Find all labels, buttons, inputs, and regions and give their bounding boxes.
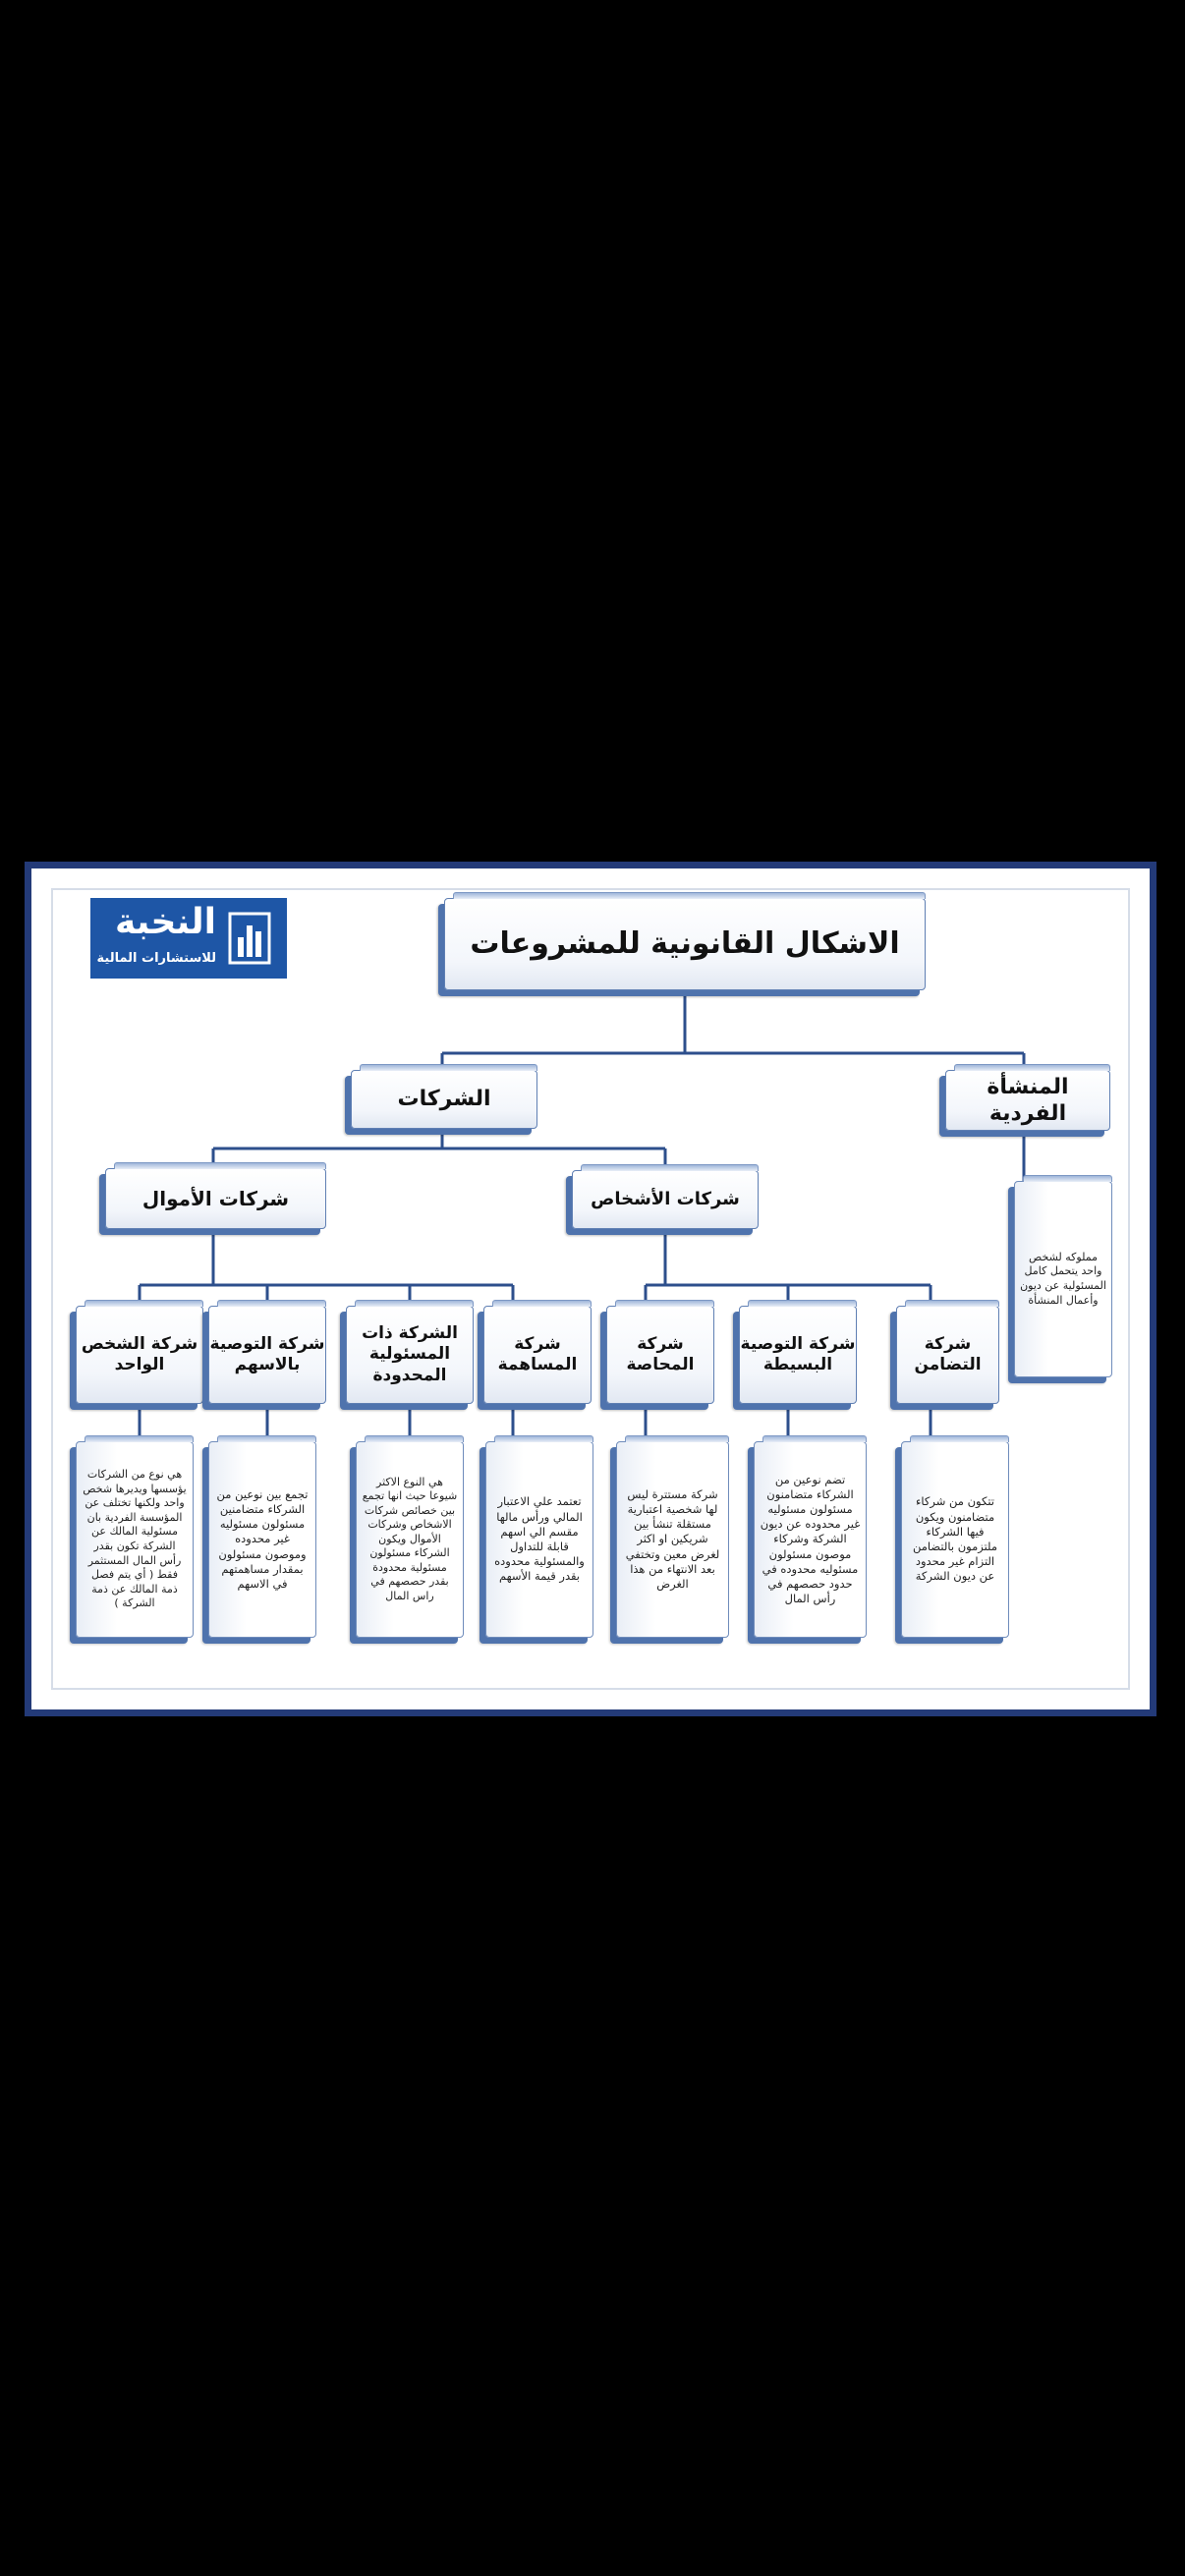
node-companies: الشركات (351, 1070, 537, 1129)
node-capital-companies: شركات الأموال (105, 1168, 326, 1229)
node-joint-venture-company: شركة المحاصة (606, 1306, 714, 1404)
desc-partnership-limited-by-shares: تجمع بين نوعين من الشركاء متضامنين مسئولون مسئوليه غير محدوده وموصون مسئولون بمقدار مساهمتهم في الاسهم (208, 1441, 316, 1638)
node-partnership-limited-by-shares: شركة التوصية بالاسهم (208, 1306, 326, 1404)
logo-mark-icon (228, 912, 271, 965)
desc-joint-venture-company: شركة مستترة ليس لها شخصية اعتبارية مستقلة تنشأ بين شريكين او اكثر لغرض معين وتختفي بعد الانتهاء من هذا الغرض (616, 1441, 729, 1638)
node-sole-proprietorship: المنشأة الفردية (945, 1070, 1110, 1131)
node-single-person-company: شركة الشخص الواحد (76, 1306, 203, 1404)
desc-single-person-company: هي نوع من الشركات يؤسسها ويديرها شخص واحد ولكنها تختلف عن المؤسسة الفردية بان مسئولية المالك عن الشركة تكون بقدر رأس المال المستثمر فقط ( أي يتم فصل ذمة المالك عن ذمة الشركة ) (76, 1441, 194, 1638)
logo-tagline: للاستشارات المالية (96, 951, 216, 966)
logo (90, 898, 287, 979)
node-general-partnership-company: شركة التضامن (896, 1306, 999, 1404)
node-joint-stock-company: شركة المساهمة (483, 1306, 592, 1404)
node-simple-partnership-company: شركة التوصية البسيطة (739, 1306, 857, 1404)
node-persons-companies: شركات الأشخاص (572, 1170, 759, 1229)
desc-general-partnership-company: تتكون من شركاء متضامنون ويكون فيها الشركاء ملتزمون بالتضامن التزام غير محدود عن ديون الشركة (901, 1441, 1009, 1638)
desc-limited-liability-company: هي النوع الاكثر شيوعا حيث انها تجمع بين خصائص شركات الاشخاص وشركات الأموال ويكون الشركاء مسئولون مسئولية محدودة بقدر حصصهم في راس المال (356, 1441, 464, 1638)
desc-sole-proprietorship: مملوكه لشخص واحد يتحمل كامل المسئولية عن ديون وأعمال المنشأة (1014, 1181, 1112, 1377)
diagram-title: الاشكال القانونية للمشروعات (444, 898, 926, 990)
diagram-frame (25, 862, 1157, 1716)
node-limited-liability-company: الشركة ذات المسئولية المحدودة (346, 1306, 474, 1404)
desc-joint-stock-company: تعتمد علي الاعتبار المالي ورأس مالها مقسم الي اسهم قابلة للتداول والمسئولية محدوده بقدر قيمة الأسهم (485, 1441, 593, 1638)
logo-name: النخبة (114, 902, 216, 942)
desc-simple-partnership-company: تضم نوعين من الشركاء متضامنون مسئولون مسئوليه غير محدوده عن ديون الشركة وشركاء موصون مسئولون مسئوليه محدوده في حدود حصصهم في رأس المال (754, 1441, 867, 1638)
